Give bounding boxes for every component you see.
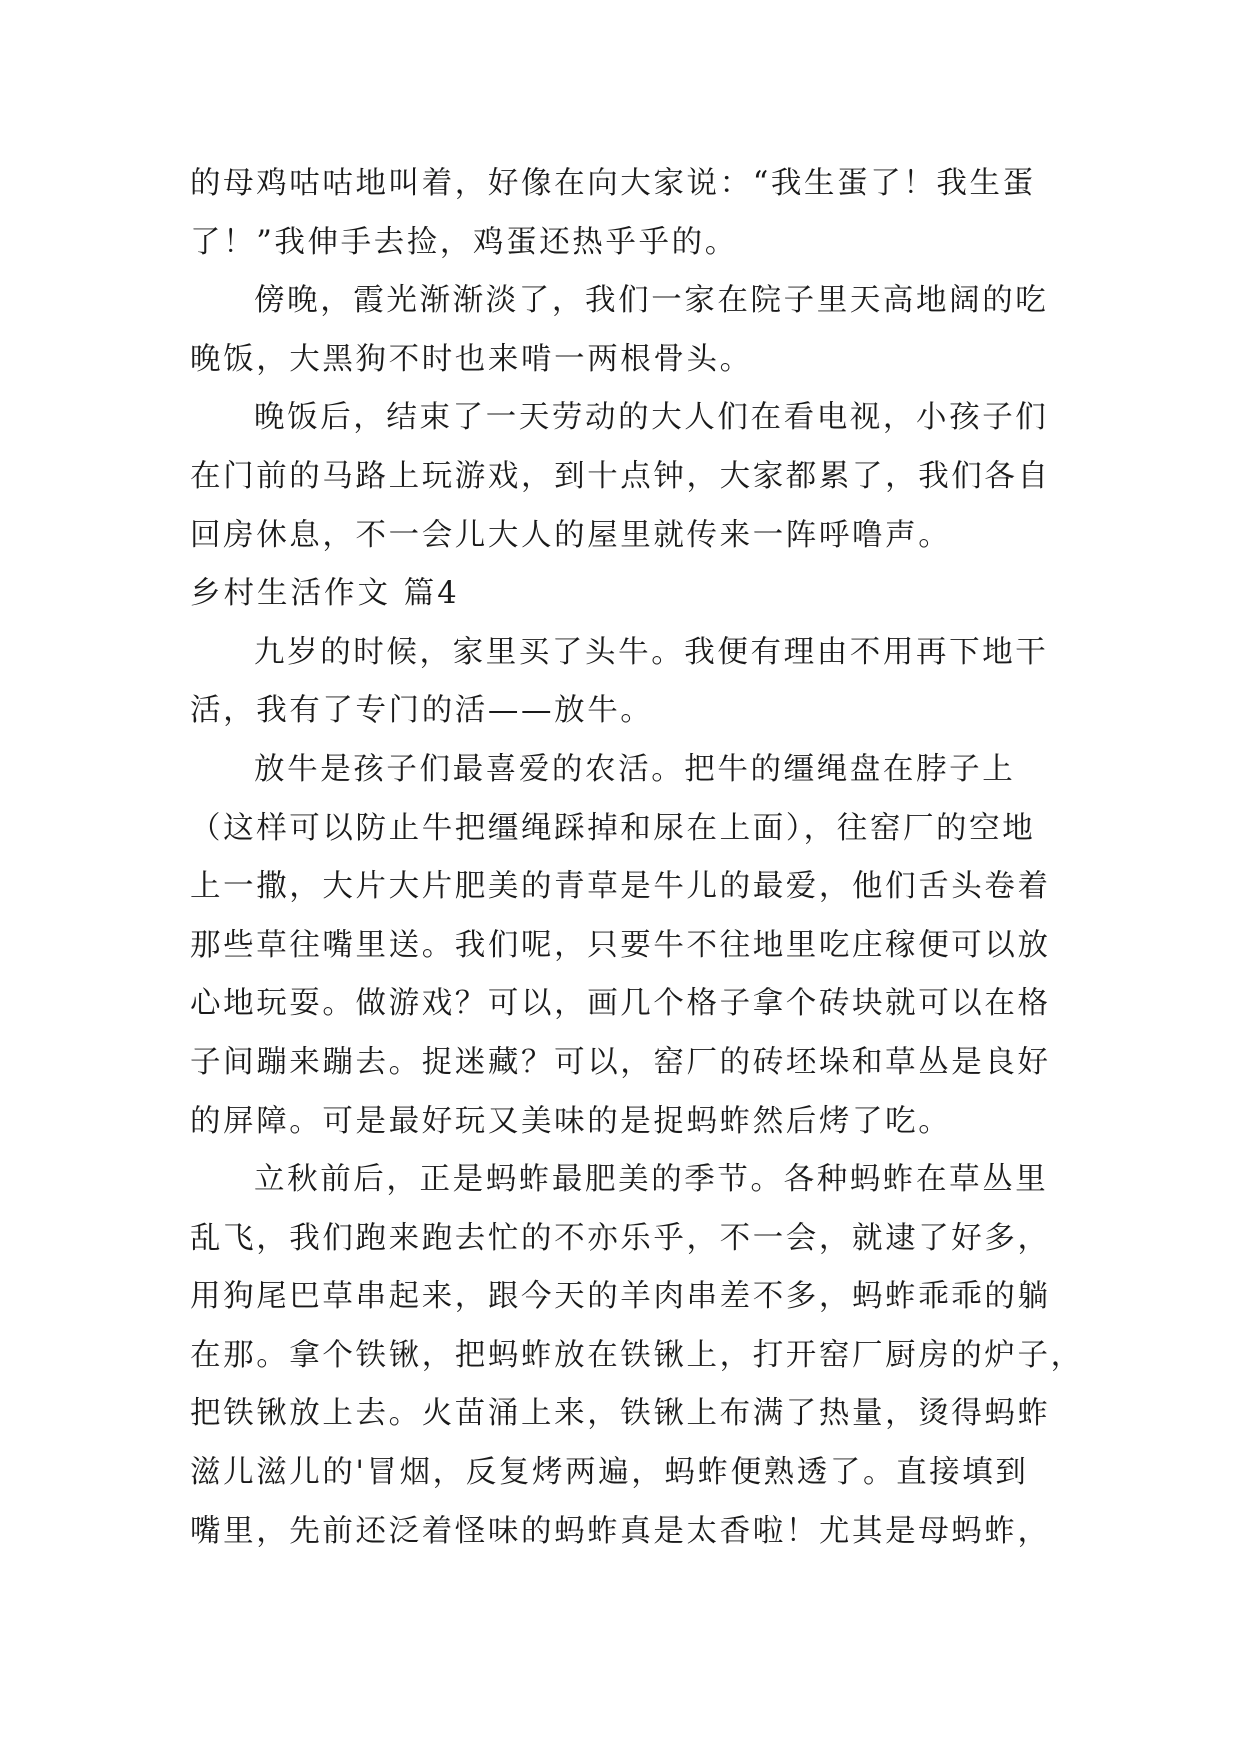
text-line: 那些草往嘴里送。我们呢，只要牛不往地里吃庄稼便可以放 [190,927,1051,963]
text-line: 了！”我伸手去捡，鸡蛋还热乎乎的。 [190,224,738,260]
text-line: 把铁锹放上去。火苗涌上来，铁锹上布满了热量，烫得蚂蚱 [190,1396,1051,1432]
section-heading: 乡村生活作文 篇4 [190,576,460,612]
paragraph-start-line: 放牛是孩子们最喜爱的农活。把牛的缰绳盘在脖子上 [254,751,1016,787]
text-line: （这样可以防止牛把缰绳踩掉和尿在上面），往窑厂的空地 [190,810,1036,846]
text-line: 的屏障。可是最好玩又美味的是捉蚂蚱然后烤了吃。 [190,1103,952,1139]
text-line: 在门前的马路上玩游戏，到十点钟，大家都累了，我们各自 [190,458,1051,494]
text-line: 心地玩耍。做游戏？可以，画几个格子拿个砖块就可以在格 [190,986,1051,1022]
text-line: 上一撒，大片大片肥美的青草是牛儿的最爱，他们舌头卷着 [190,869,1051,905]
paragraph-start-line: 九岁的时候，家里买了头牛。我便有理由不用再下地干 [254,634,1049,670]
text-line: 在那。拿个铁锹，把蚂蚱放在铁锹上，打开窑厂厨房的炉子， [190,1337,1084,1373]
paragraph-start-line: 傍晚，霞光渐渐淡了，我们一家在院子里天高地阔的吃 [254,283,1049,319]
text-line: 子间蹦来蹦去。捉迷藏？可以，窑厂的砖坯垛和草丛是良好 [190,1044,1051,1080]
paragraph-start-line: 晚饭后，结束了一天劳动的大人们在看电视，小孩子们 [254,400,1049,436]
text-line: 滋儿滋儿的'冒烟，反复烤两遍，蚂蚱便熟透了。直接填到 [190,1455,1029,1491]
text-line: 嘴里，先前还泛着怪味的蚂蚱真是太香啦！尤其是母蚂蚱， [190,1513,1051,1549]
text-line: 回房休息，不一会儿大人的屋里就传来一阵呼噜声。 [190,517,952,553]
text-line: 的母鸡咕咕地叫着，好像在向大家说：“我生蛋了！我生蛋 [190,166,1036,201]
paragraph-start-line: 立秋前后，正是蚂蚱最肥美的季节。各种蚂蚱在草丛里 [254,1162,1049,1198]
text-line: 用狗尾巴草串起来，跟今天的羊肉串差不多，蚂蚱乖乖的躺 [190,1279,1051,1315]
text-line: 活，我有了专门的活——放牛。 [190,693,654,729]
text-line: 乱飞，我们跑来跑去忙的不亦乐乎，不一会，就逮了好多， [190,1220,1051,1256]
document-body [190,155,1084,1561]
text-line: 晚饭，大黑狗不时也来啃一两根骨头。 [190,341,753,377]
